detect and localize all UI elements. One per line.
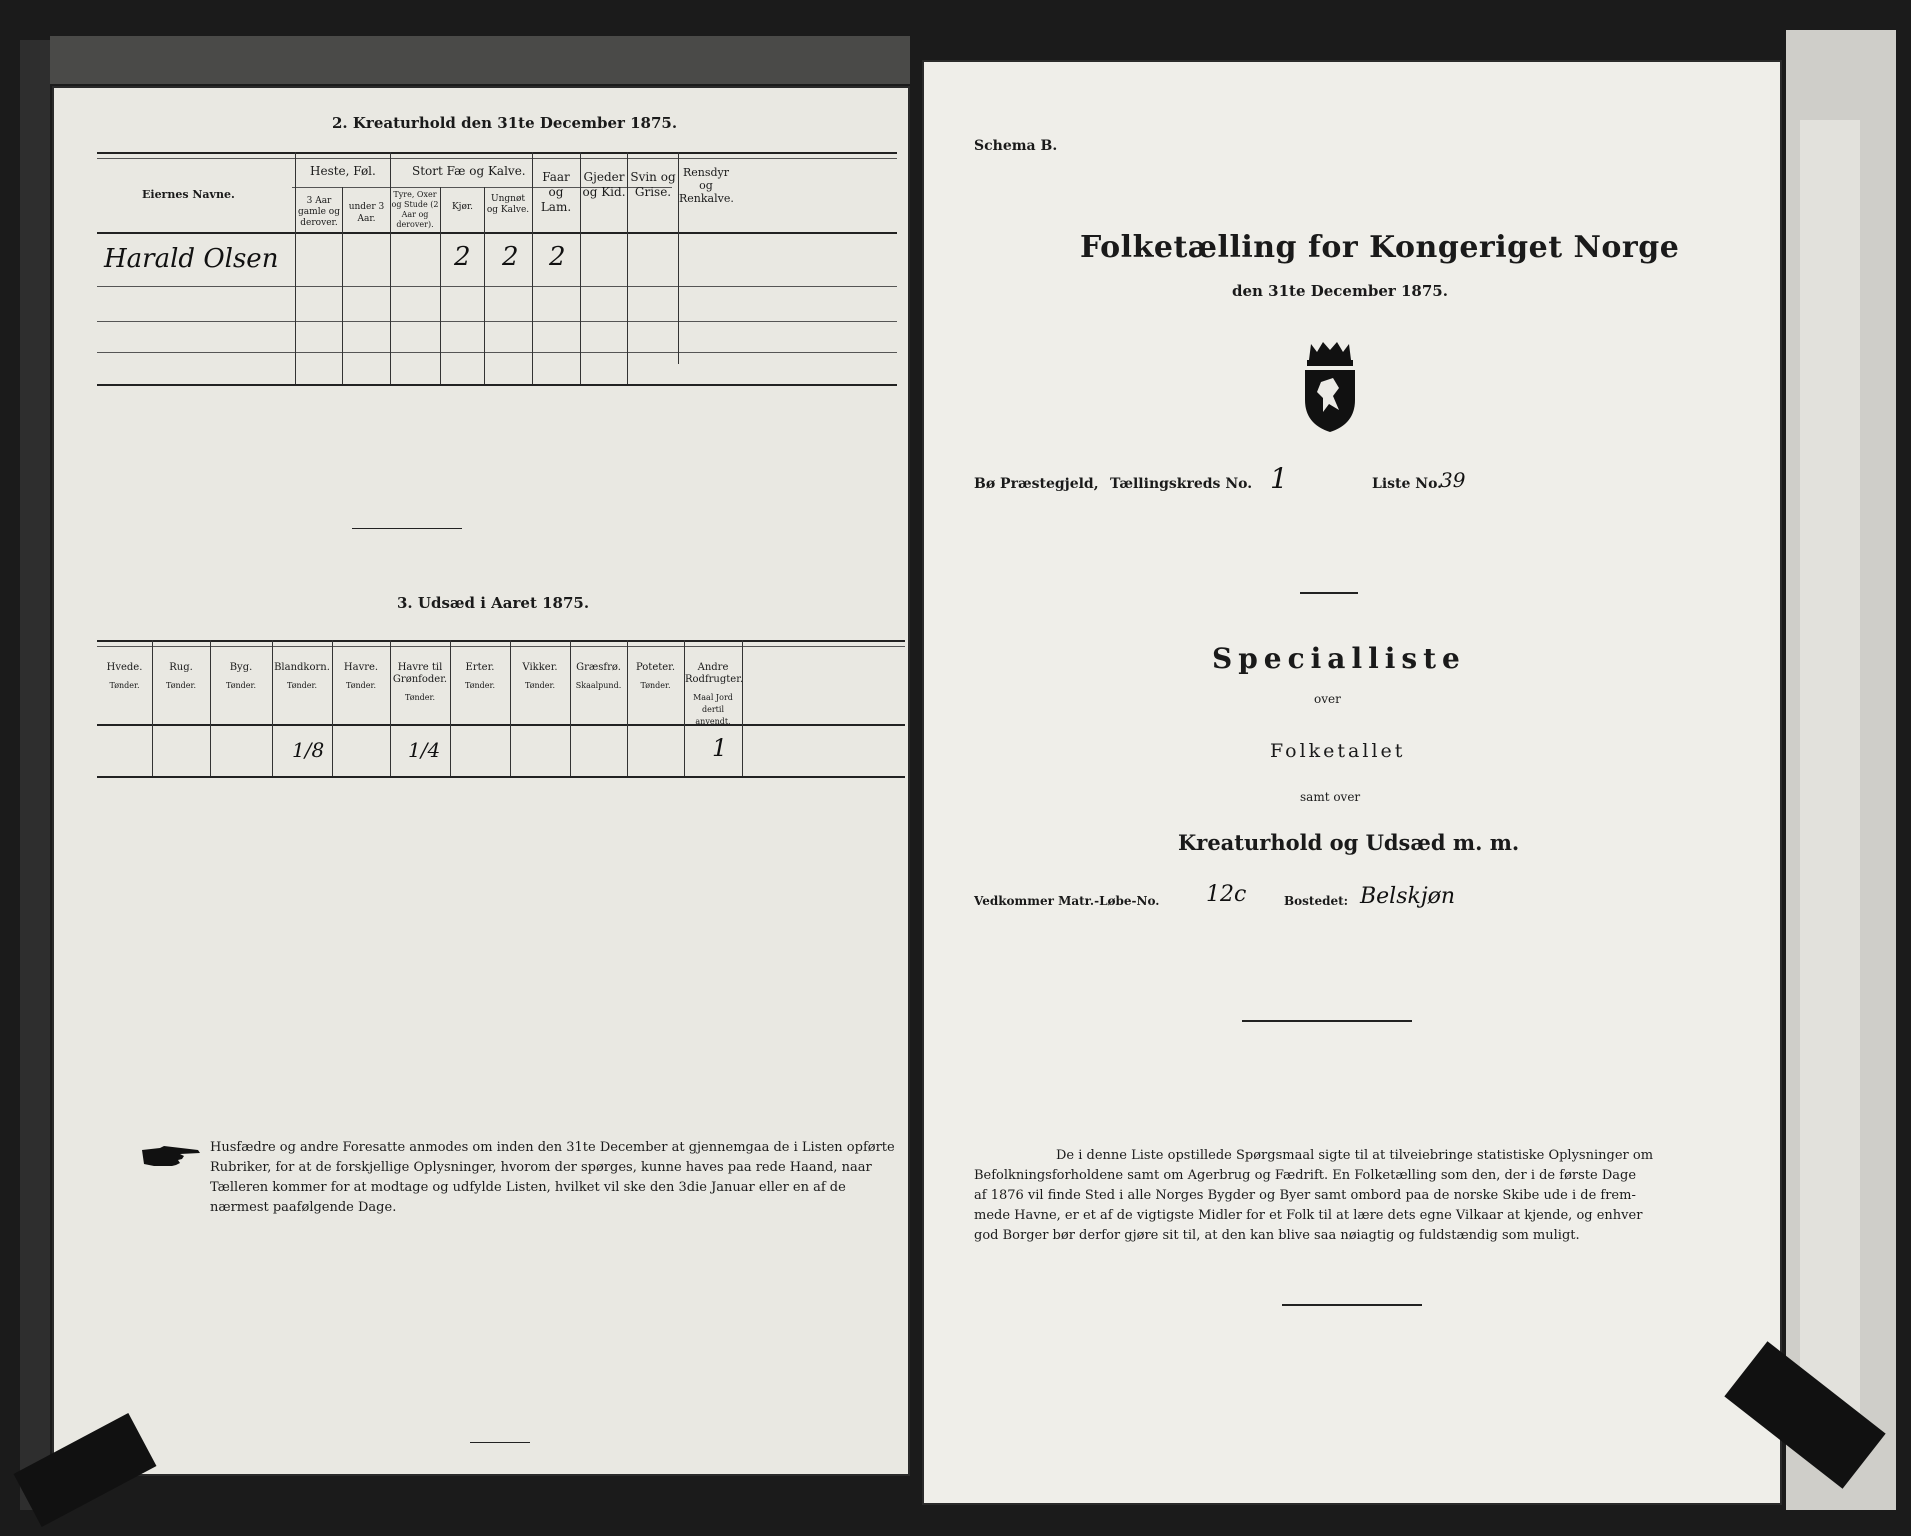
owner-name-value: Harald Olsen [104, 244, 279, 274]
seed-header-name: Vikker. [522, 662, 558, 673]
seed-header-5 [391, 662, 449, 704]
seed-header-8 [571, 662, 626, 692]
liste-label: Liste No. [1372, 476, 1443, 492]
faar-value: 2 [549, 242, 566, 272]
notice-text [210, 1138, 900, 1218]
seed-header-name: Blandkorn. [274, 662, 330, 673]
taellingskreds-label: Tællingskreds No. [1110, 476, 1253, 492]
coat-of-arms-icon [1297, 338, 1363, 434]
matr-value: 12c [1206, 882, 1247, 907]
right-page [922, 60, 1782, 1505]
folketallet-title: Folketallet [1270, 740, 1406, 762]
seed-header-unit: Skaalpund. [575, 681, 622, 690]
stort-sub1-header: Tyre, Oxer og Stude (2 Aar og derover). [391, 190, 439, 229]
main-title: Folketælling for Kongeriget Norge [1080, 230, 1680, 265]
seed-header-unit: Tønder. [109, 681, 140, 690]
heste-header: Heste, Føl. [310, 164, 376, 178]
main-date: den 31te December 1875. [1232, 282, 1448, 300]
seed-header-unit: Tønder. [464, 681, 496, 690]
section3-title: 3. Udsæd i Aaret 1875. [397, 594, 590, 612]
liste-value: 39 [1440, 468, 1466, 492]
seed-header-name: Erter. [465, 662, 495, 673]
section2-title: 2. Kreaturhold den 31te December 1875. [332, 114, 678, 132]
divider-1 [352, 528, 462, 529]
heste-sub1-header: 3 Aar gamle og derover. [298, 196, 340, 228]
seed-header-unit: Maal Jord dertil anvendt. [693, 693, 733, 726]
over-label-1: over [1314, 692, 1341, 706]
notice-line: Rubriker, for at de forskjellige Oplysninger, hvorom der spørges, kunne haves paa rede Haand, naar [210, 1160, 872, 1175]
bostedet-value: Belskjøn [1360, 884, 1456, 909]
seed-header-name: Havre. [343, 662, 379, 673]
paragraph-line: af 1876 vil finde Sted i alle Norges Bygder og Byer samt ombord paa de norske Skibe ude i de frem- [974, 1188, 1636, 1203]
paragraph-line: god Borger bør derfor gjøre sit til, at den kan blive saa nøiagtig og fuldstændig som muligt. [974, 1228, 1580, 1243]
paragraph-line: Befolkningsforholdene samt om Agerbrug og Fædrift. En Folketælling som den, der i de første Dage [974, 1168, 1637, 1183]
divider-4 [1242, 1020, 1412, 1022]
paragraph-line: mede Havne, er et af de vigtigste Midler for et Folk til at lære dets egne Vilkaar at kjende, og enhver [974, 1208, 1643, 1223]
seed-header-name: Græsfrø. [576, 662, 621, 673]
seed-header-2 [211, 662, 271, 692]
kreaturhold-title: Kreaturhold og Udsæd m. m. [1178, 830, 1520, 855]
paragraph-line: De i denne Liste opstillede Spørgsmaal sigte til at tilveiebringe statistiske Oplysninger om [1056, 1148, 1654, 1163]
rensdyr-header: Rensdyr og Renkalve. [679, 166, 734, 205]
seed-header-6 [451, 662, 509, 692]
stort-sub2-header: Kjør. [451, 202, 474, 212]
heste-sub2-header: under 3 Aar. [348, 202, 385, 224]
bostedet-label: Bostedet: [1284, 894, 1349, 908]
seed-header-unit: Tønder. [404, 693, 436, 702]
pointing-hand-icon [140, 1144, 204, 1170]
bottom-paragraph [974, 1146, 1674, 1246]
ungnot-value: 2 [502, 242, 519, 272]
seed-header-unit: Tønder. [524, 681, 556, 690]
divider-3 [1300, 592, 1358, 594]
seed-header-0 [98, 662, 151, 692]
notice-line: Tælleren kommer for at modtage og udfylde Listen, hvilket vil ske den 3die Januar eller en af de [210, 1180, 846, 1195]
left-page [52, 86, 910, 1476]
havre-value: 1/4 [408, 738, 441, 762]
schema-label: Schema B. [974, 138, 1058, 154]
divider-5 [1282, 1304, 1422, 1306]
stort-fae-header: Stort Fæ og Kalve. [412, 164, 526, 178]
divider-2 [470, 1442, 530, 1443]
seed-header-unit: Tønder. [165, 681, 197, 690]
samt-over-label: samt over [1300, 790, 1361, 804]
matr-label: Vedkommer Matr.-Løbe-No. [974, 894, 1160, 908]
seed-header-name: Havre til Grønfoder. [392, 662, 448, 685]
poteter-value: 1 [712, 734, 728, 762]
seed-header-name: Hvede. [106, 662, 143, 673]
seed-header-name: Andre Rodfrugter. [685, 662, 744, 685]
specialliste-title: Specialliste [1212, 642, 1466, 675]
gjeder-header: Gjeder og Kid. [582, 170, 626, 199]
seed-header-unit: Tønder. [286, 681, 318, 690]
seed-header-1 [153, 662, 209, 692]
page-edge-top [50, 36, 910, 84]
byg-value: 1/8 [292, 738, 325, 762]
page-edge-left [20, 40, 50, 1510]
kjor-value: 2 [454, 242, 471, 272]
owner-name-header: Eiernes Navne. [142, 188, 235, 201]
stort-sub3-header: Ungnøt og Kalve. [486, 194, 530, 215]
seed-header-10 [685, 662, 744, 728]
seed-header-unit: Tønder. [640, 681, 671, 690]
svin-header: Svin og Grise. [630, 170, 676, 199]
taellingskreds-value: 1 [1270, 462, 1288, 495]
seed-header-name: Byg. [229, 662, 253, 673]
seed-header-4 [333, 662, 389, 692]
seed-header-unit: Tønder. [225, 681, 257, 690]
faar-header: Faar og Lam. [540, 170, 572, 214]
page-edge-right-2 [1800, 120, 1860, 1420]
seed-header-name: Poteter. [635, 662, 676, 673]
seed-header-unit: Tønder. [345, 681, 377, 690]
seed-header-3 [273, 662, 331, 692]
notice-line: Husfædre og andre Foresatte anmodes om inden den 31te December at gjennemgaa de i Listen opførte [210, 1140, 895, 1155]
notice-line: nærmest paafølgende Dage. [210, 1200, 397, 1215]
seed-header-name: Rug. [169, 662, 193, 673]
seed-header-7 [511, 662, 569, 692]
seed-header-9 [628, 662, 683, 692]
praestegjeld-label: Bø Præstegjeld, [974, 476, 1099, 492]
